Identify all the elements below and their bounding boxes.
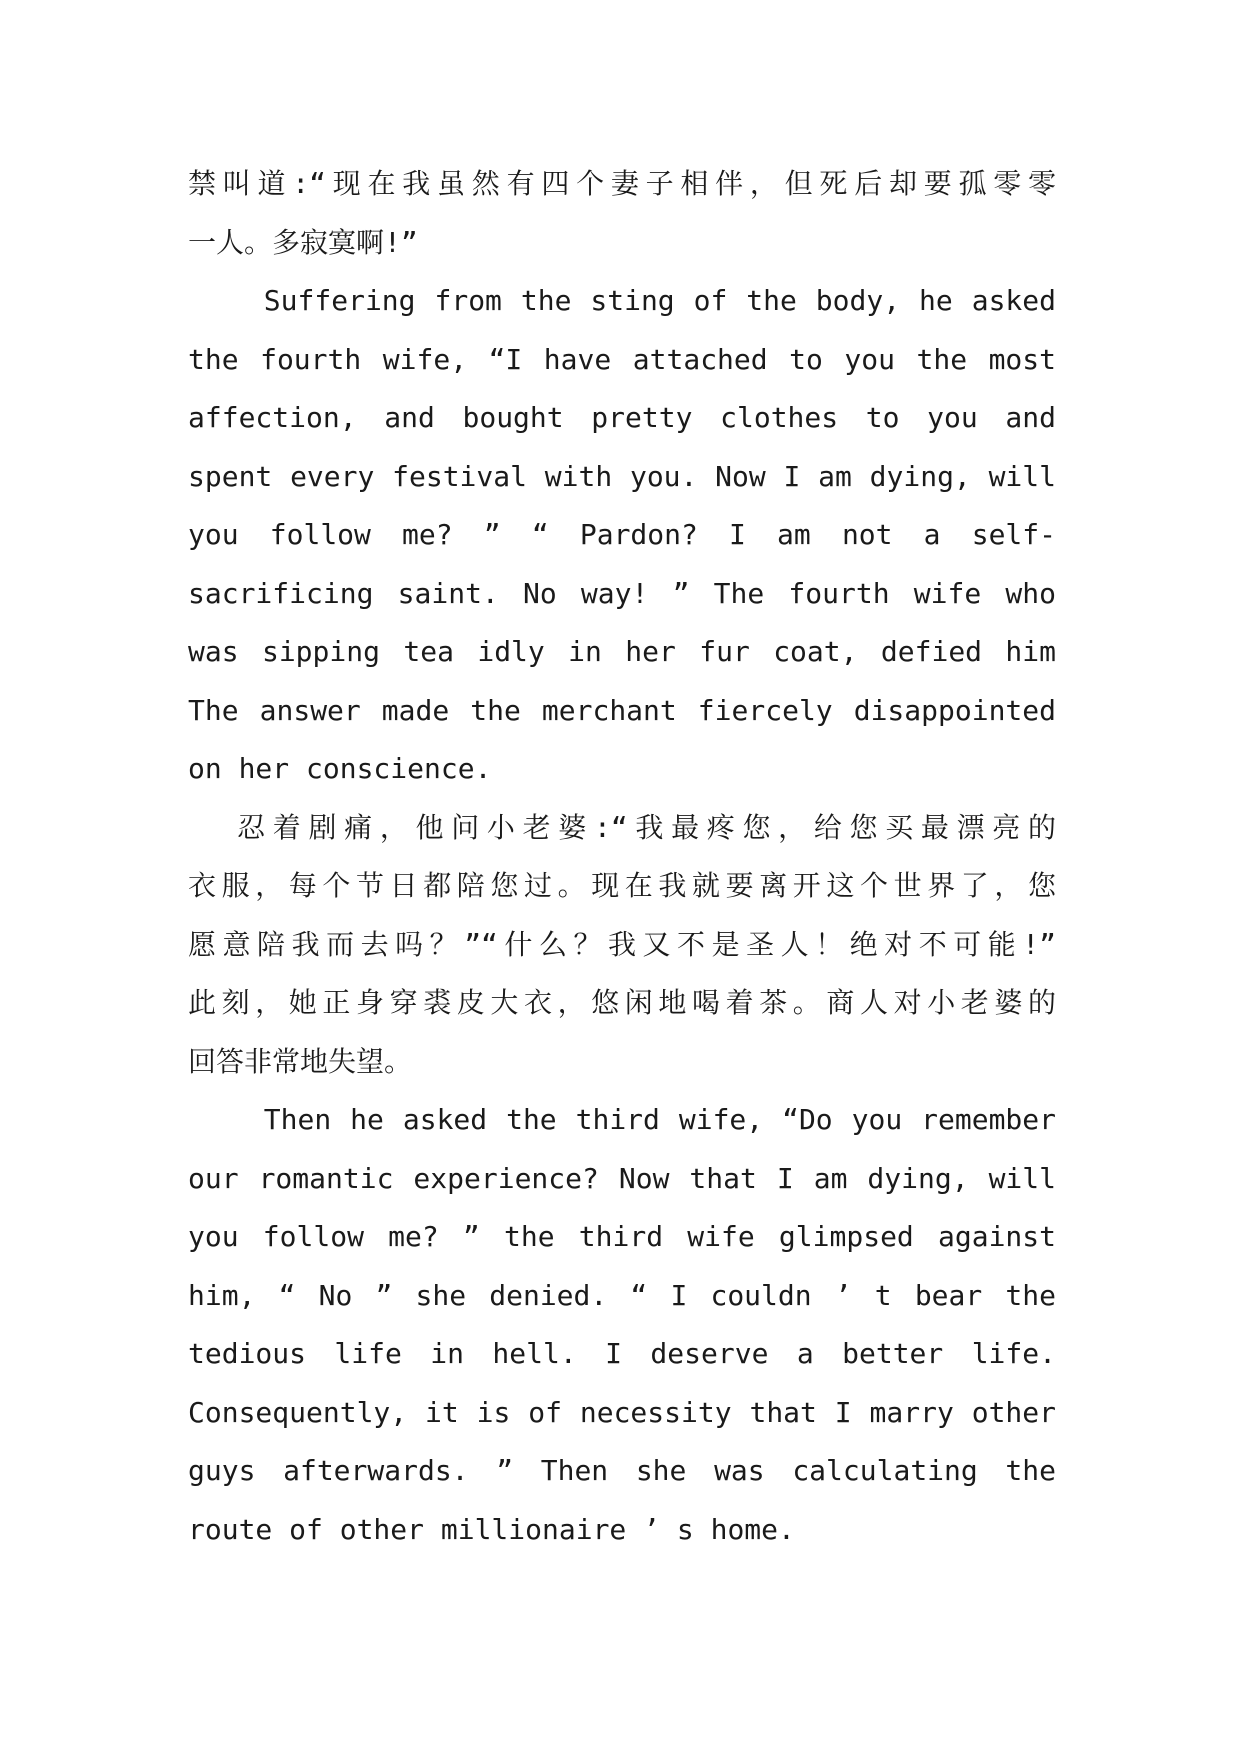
text-line: 禁叫道:“现在我虽然有四个妻子相伴，但死后却要孤零零	[188, 167, 1056, 200]
text-line: tedious life in hell. I deserve a better life.	[188, 1337, 1056, 1370]
text-line: 此刻，她正身穿裘皮大衣，悠闲地喝着茶。商人对小老婆的	[188, 986, 1056, 1019]
text-line: 愿意陪我而去吗？”“什么？我又不是圣人！绝对不可能!”	[188, 927, 1056, 961]
text-line: the fourth wife, “I have attached to you the most	[188, 342, 1056, 376]
text-line: spent every festival with you. Now I am dying, will	[188, 459, 1056, 493]
text-line: you follow me? ” “ Pardon? I am not a self-	[188, 518, 1056, 551]
text-line: Suffering from the sting of the body, he asked	[188, 284, 1056, 317]
text-line: 一人。多寂寞啊!”	[188, 225, 418, 259]
text-line: 衣服，每个节日都陪您过。现在我就要离开这个世界了，您	[188, 869, 1056, 902]
text-line: him, “ No ” she denied. “ I couldn ’ t bear the	[188, 1278, 1056, 1312]
text-line: on her conscience.	[188, 752, 492, 785]
text-line: route of other millionaire ’ s home.	[188, 1512, 795, 1546]
paragraph-chinese-2	[188, 799, 1056, 1092]
paragraph-english-1	[188, 272, 1056, 799]
document-body	[188, 155, 1056, 1559]
paragraph-chinese-1	[188, 155, 1056, 272]
text-line: Consequently, it is of necessity that I marry other	[188, 1395, 1056, 1429]
text-line: affection, and bought pretty clothes to you and	[188, 401, 1056, 434]
text-line: The answer made the merchant fiercely disappointed	[188, 693, 1056, 727]
text-line: was sipping tea idly in her fur coat, defied him	[188, 635, 1056, 668]
text-line: 回答非常地失望。	[188, 1044, 413, 1078]
text-line: guys afterwards. ” Then she was calculating the	[188, 1454, 1056, 1487]
text-line: 忍着剧痛，他问小老婆:“我最疼您，给您买最漂亮的	[188, 810, 1056, 844]
text-line: Then he asked the third wife, “Do you remember	[188, 1103, 1056, 1136]
text-line: you follow me? ” the third wife glimpsed against	[188, 1220, 1056, 1253]
text-line: our romantic experience? Now that I am dying, will	[188, 1161, 1056, 1195]
paragraph-english-2	[188, 1091, 1056, 1559]
text-line: sacrificing saint. No way! ” The fourth wife who	[188, 576, 1056, 610]
